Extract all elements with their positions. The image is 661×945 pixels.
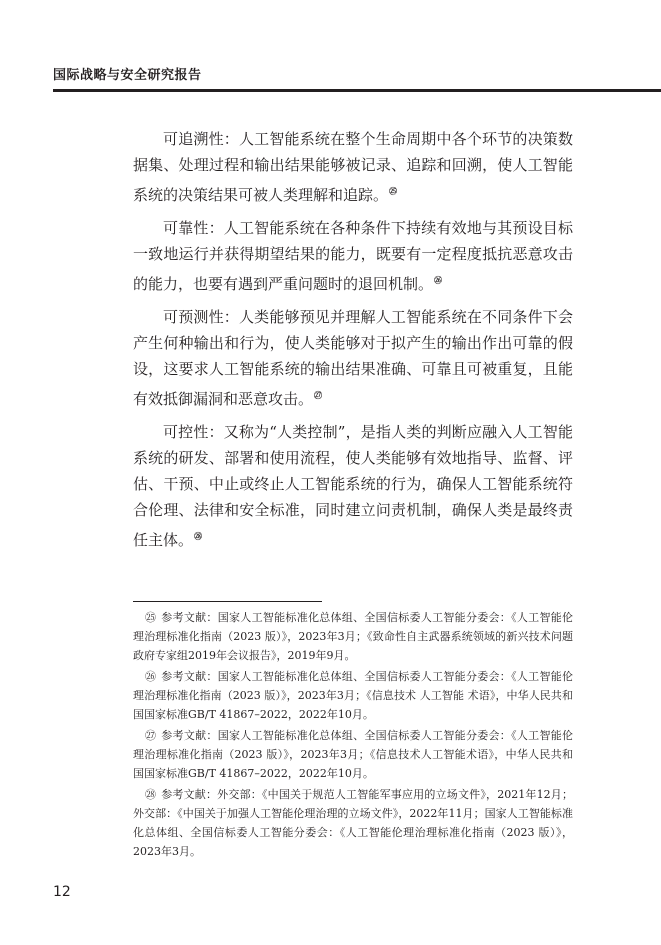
term-reliability: 可靠性： [163, 219, 224, 237]
paragraph-controllability [133, 419, 573, 553]
page-number: 12 [53, 884, 71, 900]
running-header-title: 国际战略与安全研究报告 [53, 68, 202, 83]
footnote-number: ㉕ [145, 611, 157, 624]
footnote-ref-27[interactable]: ㉗ [314, 390, 323, 400]
term-traceability: 可追溯性： [163, 130, 239, 148]
footnote-ref-26[interactable]: ㉖ [434, 275, 443, 285]
term-predictability: 可预测性： [163, 308, 239, 326]
footnote-25 [133, 608, 573, 665]
footnote-text: 参考文献：外交部：《中国关于规范人工智能军事应用的立场文件》，2021年12月；外交部：《中国关于加强人工智能伦理治理的立场文件》，2022年11月；国家人工智能标准化总体组、全国信标委人工智能分委会：《人工智能伦理治理标准化指南（2023 版）》，2023年3月。 [133, 788, 573, 858]
footnote-number: ㉘ [145, 788, 157, 801]
paragraph-text: 人工智能系统在各种条件下持续有效地与其预设目标一致地运行并获得期望结果的能力，既要有一定程度抵抗恶意攻击的能力，也要有遇到严重问题时的退回机制。 [133, 219, 573, 293]
footnote-number: ㉖ [145, 670, 157, 683]
footnote-text: 参考文献：国家人工智能标准化总体组、全国信标委人工智能分委会：《人工智能伦理治理标准化指南（2023 版）》，2023年3月；《信息技术 人工智能 术语》，中华人民共和国国家标准GB/T 41867–2022，2022年10月。 [133, 670, 574, 721]
footnote-rule [133, 601, 322, 602]
footnote-text: 参考文献：国家人工智能标准化总体组、全国信标委人工智能分委会：《人工智能伦理治理标准化指南（2023 版）》，2023年3月；《致命性自主武器系统领域的新兴技术问题政府专家组2019年会议报告》，2019年9月。 [133, 611, 574, 662]
footnote-text: 参考文献：国家人工智能标准化总体组、全国信标委人工智能分委会：《人工智能伦理治理标准化指南（2023 版）》，2023年3月；《信息技术人工智能术语》，中华人民共和国国家标准GB/T 41867–2022，2022年10月。 [133, 729, 574, 780]
footnote-number: ㉗ [145, 729, 157, 742]
paragraph-text: 人工智能系统在整个生命周期中各个环节的决策数据集、处理过程和输出结果能够被记录、追踪和回溯，使人工智能系统的决策结果可被人类理解和追踪。 [133, 130, 573, 204]
footnote-28 [133, 785, 573, 861]
paragraph-predictability [133, 304, 573, 412]
paragraph-text: 人类能够预见并理解人工智能系统在不同条件下会产生何种输出和行为，使人类能够对于拟产生的输出作出可靠的假设，这要求人工智能系统的输出结果准确、可靠且可被重复，且能有效抵御漏洞和恶意攻击。 [133, 308, 573, 408]
paragraph-reliability [133, 215, 573, 297]
paragraph-traceability [133, 126, 573, 208]
term-controllability: 可控性： [163, 423, 224, 441]
footnote-26 [133, 667, 573, 724]
body-text [133, 126, 573, 560]
footnote-ref-25[interactable]: ㉕ [389, 186, 398, 196]
header-rule [53, 89, 661, 92]
footnotes [133, 608, 573, 863]
footnote-ref-28[interactable]: ㉘ [194, 531, 203, 541]
paragraph-text: 又称为“人类控制”，是指人类的判断应融入人工智能系统的研发、部署和使用流程，使人类能够有效地指导、监督、评估、干预、中止或终止人工智能系统的行为，确保人工智能系统符合伦理、法律和安全标准，同时建立问责机制，确保人类是最终责任主体。 [133, 423, 573, 549]
footnote-27 [133, 726, 573, 783]
